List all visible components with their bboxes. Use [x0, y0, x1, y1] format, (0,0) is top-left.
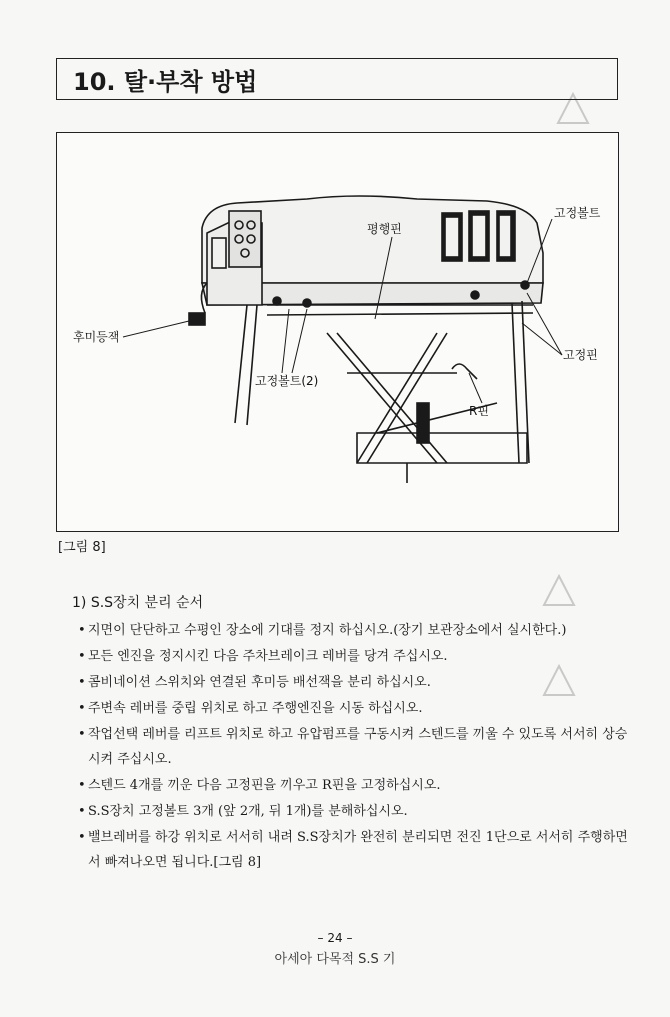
figure-caption: [그림 8] — [58, 540, 106, 555]
label-fixing-pin: 고정핀 — [563, 348, 598, 362]
bullet-icon: • — [78, 701, 86, 716]
figure-8 — [56, 132, 619, 532]
list-item: • S.S장치 고정볼트 3개 (앞 2개, 뒤 1개)를 분해하십시오. — [72, 799, 632, 824]
machine-illustration — [57, 133, 620, 533]
section-heading: 1) S.S장치 분리 순서 — [72, 595, 204, 611]
procedure-list — [72, 618, 632, 876]
list-item: • 모든 엔진을 정지시킨 다음 주차브레이크 레버를 당겨 주십시오. — [72, 644, 632, 669]
list-item: • 작업선택 레버를 리프트 위치로 하고 유압펌프를 구동시켜 스텐드를 끼울 수 있도록 서서히 상승시켜 주십시오. — [72, 722, 632, 772]
page-title: 10. 탈·부착 방법 — [56, 58, 618, 100]
label-r-pin: R핀 — [469, 404, 489, 418]
list-item: • 콤비네이션 스위치와 연결된 후미등 배선잭을 분리 하십시오. — [72, 670, 632, 695]
bleed-warning-icon-2 — [542, 574, 576, 612]
bullet-icon: • — [78, 804, 86, 819]
bullet-icon: • — [78, 830, 86, 845]
bullet-icon: • — [78, 623, 86, 638]
book-title: 아세아 다목적 S.S 기 — [274, 952, 396, 967]
list-item: • 스텐드 4개를 끼운 다음 고정핀을 끼우고 R핀을 고정하십시오. — [72, 773, 632, 798]
list-item: • 지면이 단단하고 수평인 장소에 기대를 정지 하십시오.(장기 보관장소에서 실시한다.) — [72, 618, 632, 643]
label-fixing-bolt: 고정볼트 — [554, 206, 601, 220]
label-parallel-pin: 평행핀 — [367, 222, 402, 236]
list-item: • 주변속 레버를 중립 위치로 하고 주행엔진을 시동 하십시오. — [72, 696, 632, 721]
page-number: – 24 – — [317, 931, 353, 945]
bullet-icon: • — [78, 675, 86, 690]
bullet-icon: • — [78, 727, 86, 742]
label-tail-lamp-jack: 후미등잭 — [73, 330, 120, 344]
bullet-icon: • — [78, 778, 86, 793]
label-fixing-bolts-2: 고정볼트(2) — [255, 374, 319, 388]
list-item: • 밸브레버를 하강 위치로 서서히 내려 S.S장치가 완전히 분리되면 전진 1단으로 서서히 주행하면서 빠져나오면 됩니다.[그림 8] — [72, 825, 632, 875]
bullet-icon: • — [78, 649, 86, 664]
